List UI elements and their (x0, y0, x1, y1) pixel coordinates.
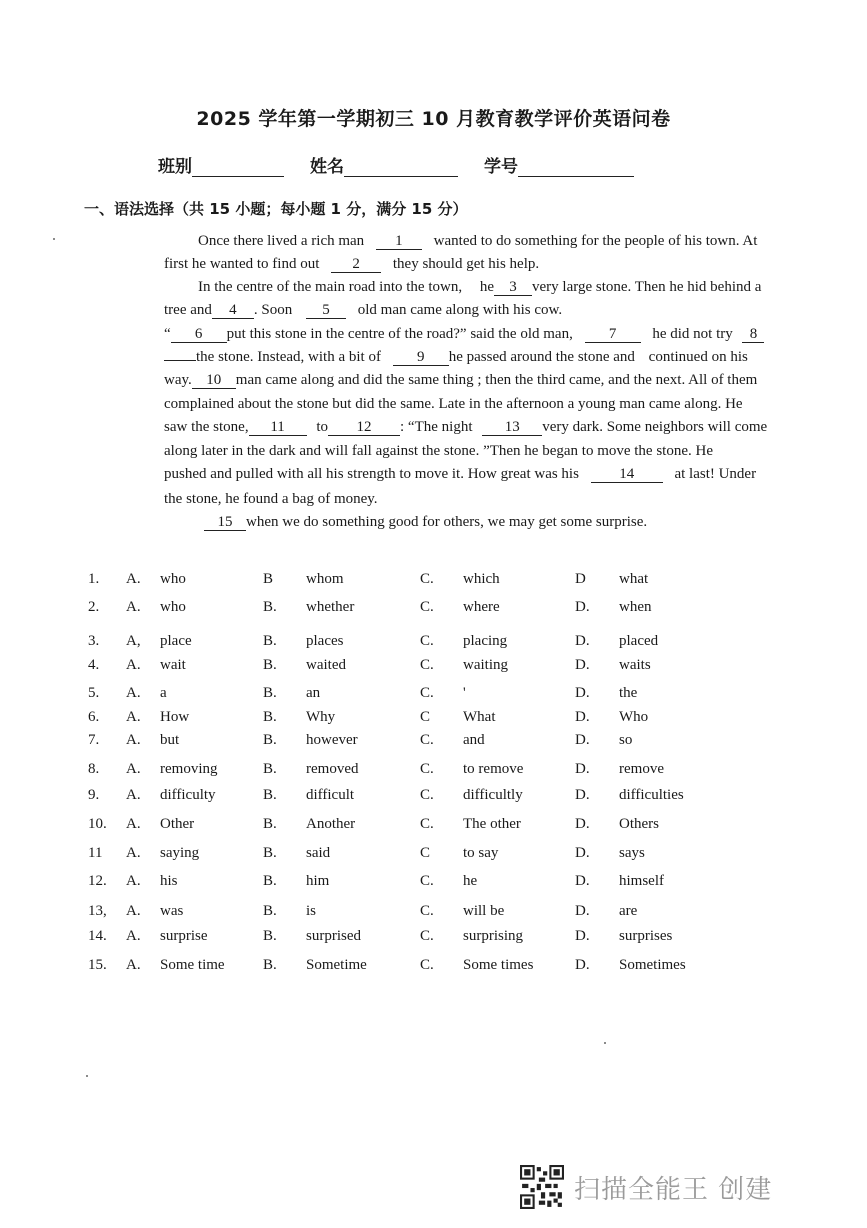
option-text: who (160, 599, 186, 615)
option-letter: C. (420, 599, 434, 615)
passage-line (164, 302, 562, 319)
name-label: 姓名 (310, 157, 344, 177)
option-text: surprised (306, 928, 361, 944)
scanner-watermark (520, 1164, 772, 1210)
passage-text: complained about the stone but did the same. Late in the afternoon a young man came along. He (164, 396, 743, 412)
question-number: 12. (88, 873, 107, 889)
class-field[interactable] (192, 158, 284, 177)
option-letter: B. (263, 928, 277, 944)
option-letter: D. (575, 845, 590, 861)
option-letter: C. (420, 903, 434, 919)
option-letter: D. (575, 957, 590, 973)
passage-text: : “The night (400, 419, 473, 435)
option-letter: D (575, 571, 586, 587)
answer-blank: 13 (482, 420, 542, 436)
option-text: Some time (160, 957, 225, 973)
option-letter: D. (575, 685, 590, 701)
passage-text: put this stone in the centre of the road?” said the old man, (226, 326, 573, 342)
option-letter: D. (575, 709, 590, 725)
option-text: him (306, 873, 330, 889)
scan-speck (604, 1042, 606, 1044)
option-letter: B. (263, 657, 277, 673)
section-heading: 一、语法选择（共 15 小题；每小题 1 分，满分 15 分） (84, 200, 468, 218)
passage-line (198, 233, 757, 250)
option-letter: A. (126, 816, 141, 832)
option-letter: D. (575, 633, 590, 649)
passage-line (164, 443, 713, 460)
answer-blank: 10 (192, 373, 236, 389)
option-letter: A, (126, 633, 141, 649)
option-letter: A. (126, 685, 141, 701)
passage-line (164, 419, 767, 436)
passage-text: . Soon (253, 302, 293, 318)
option-letter: B. (263, 685, 277, 701)
question-number: 3. (88, 633, 100, 649)
option-text: difficulty (160, 787, 216, 803)
class-label: 班别 (158, 157, 192, 177)
passage-text: at last! Under (674, 466, 757, 482)
option-text: Others (619, 816, 659, 832)
option-letter: A. (126, 787, 141, 803)
question-number: 8. (88, 761, 100, 777)
option-text: who (160, 571, 186, 587)
option-text: difficultly (463, 787, 523, 803)
option-letter: C. (420, 928, 434, 944)
option-text: removing (160, 761, 218, 777)
answer-blank: 7 (585, 327, 641, 343)
option-text: How (160, 709, 190, 725)
option-letter: D. (575, 599, 590, 615)
answer-blank: 8 (742, 327, 764, 343)
option-letter: B. (263, 761, 277, 777)
passage-line (164, 491, 378, 508)
passage-line (164, 349, 748, 366)
scan-speck (53, 238, 55, 240)
option-letter: C. (420, 787, 434, 803)
student-id-field[interactable] (518, 158, 634, 177)
option-text: he (463, 873, 478, 889)
option-text: where (463, 599, 500, 615)
option-text: which (463, 571, 500, 587)
passage-text: “ (164, 326, 171, 342)
option-text: will be (463, 903, 505, 919)
option-letter: D. (575, 816, 590, 832)
option-letter: B. (263, 709, 277, 725)
option-letter: C. (420, 816, 434, 832)
option-text: whether (306, 599, 355, 615)
name-field[interactable] (344, 158, 458, 177)
option-text: waited (306, 657, 346, 673)
option-text: placed (619, 633, 659, 649)
option-letter: A. (126, 903, 141, 919)
question-number: 13, (88, 903, 107, 919)
answer-blank: 9 (393, 350, 449, 366)
option-letter: A. (126, 599, 141, 615)
answer-blank-continued (164, 360, 196, 361)
answer-blank: 2 (331, 257, 381, 273)
question-number: 2. (88, 599, 100, 615)
answer-blank: 15 (204, 515, 246, 531)
question-number: 15. (88, 957, 107, 973)
option-letter: C. (420, 633, 434, 649)
option-text: what (619, 571, 649, 587)
passage-line (198, 279, 761, 296)
option-text: but (160, 732, 180, 748)
option-text: What (463, 709, 496, 725)
option-text: was (160, 903, 184, 919)
passage-text: he did not try (652, 326, 733, 342)
option-text: remove (619, 761, 664, 777)
option-letter: B. (263, 633, 277, 649)
watermark-text: 扫描全能王 创建 (574, 1174, 773, 1205)
option-text: waiting (463, 657, 508, 673)
passage-text: pushed and pulled with all his strength to move it. How great was his (164, 466, 579, 482)
option-letter: C. (420, 657, 434, 673)
passage-text: along later in the dark and will fall against the stone. ”Then he began to move the stone. He (164, 443, 713, 459)
option-letter: D. (575, 732, 590, 748)
option-text: so (619, 732, 633, 748)
passage-text: the stone, he found a bag of money. (164, 491, 378, 507)
option-text: Another (306, 816, 356, 832)
scan-speck (86, 1075, 88, 1077)
option-text: Some times (463, 957, 534, 973)
exam-title: 2025 学年第一学期初三 10 月教育教学评价英语问卷 (196, 108, 671, 130)
option-letter: D. (575, 873, 590, 889)
option-text: when (619, 599, 652, 615)
option-text: the (619, 685, 638, 701)
question-number: 6. (88, 709, 100, 725)
passage-text: the stone. Instead, with a bit of (196, 349, 381, 365)
passage-line (164, 466, 756, 483)
option-letter: D. (575, 787, 590, 803)
option-text: his (160, 873, 178, 889)
option-text: surprise (160, 928, 208, 944)
option-text: Who (619, 709, 649, 725)
option-letter: B. (263, 957, 277, 973)
option-text: difficult (306, 787, 355, 803)
option-letter: A. (126, 761, 141, 777)
passage-text: to (316, 419, 328, 435)
option-letter: C. (420, 732, 434, 748)
answer-blank: 4 (212, 303, 254, 319)
passage-text: man came along and did the same thing ; then the third came, and the next. All of them (235, 372, 758, 388)
passage-text: continued on his (648, 349, 748, 365)
option-text: to say (463, 845, 499, 861)
option-letter: C (420, 709, 431, 725)
passage-text: he passed around the stone and (448, 349, 635, 365)
passage-text: Once there lived a rich man (198, 233, 365, 249)
question-number: 4. (88, 657, 100, 673)
option-text: says (619, 845, 645, 861)
question-number: 7. (88, 732, 100, 748)
student-info-row (158, 152, 634, 177)
passage-line (164, 326, 764, 343)
passage-text: first he wanted to find out (164, 256, 320, 272)
option-text: surprising (463, 928, 523, 944)
option-text: Sometimes (619, 957, 686, 973)
option-letter: B. (263, 599, 277, 615)
option-text: and (463, 732, 485, 748)
option-letter: B. (263, 873, 277, 889)
option-text: difficulties (619, 787, 684, 803)
option-text: a (160, 685, 167, 701)
passage-text: way. (164, 372, 192, 388)
option-letter: D. (575, 928, 590, 944)
option-text: removed (306, 761, 359, 777)
passage-text: they should get his help. (392, 256, 540, 272)
option-letter: A. (126, 957, 141, 973)
question-number: 11 (88, 845, 103, 861)
option-text: to remove (463, 761, 524, 777)
option-letter: B. (263, 903, 277, 919)
passage-text: he (479, 279, 495, 295)
passage-text: tree and (164, 302, 212, 318)
passage-text: wanted to do something for the people of his town. At (433, 233, 758, 249)
option-letter: A. (126, 571, 141, 587)
passage-text: old man came along with his cow. (357, 302, 563, 318)
option-letter: C. (420, 685, 434, 701)
option-text: however (306, 732, 358, 748)
option-letter: C. (420, 571, 434, 587)
option-text: placing (463, 633, 508, 649)
question-number: 14. (88, 928, 107, 944)
option-letter: B. (263, 787, 277, 803)
passage-text: very large stone. Then he hid behind a (532, 279, 762, 295)
question-number: 9. (88, 787, 100, 803)
option-letter: D. (575, 657, 590, 673)
answer-blank: 12 (328, 420, 400, 436)
option-letter: C. (420, 873, 434, 889)
passage-text: when we do something good for others, we may get some surprise. (246, 514, 648, 530)
option-letter: B (263, 571, 274, 587)
answer-blank: 6 (171, 327, 227, 343)
question-number: 1. (88, 571, 100, 587)
passage-line (164, 372, 757, 389)
option-text: Other (160, 816, 195, 832)
option-text: saying (160, 845, 200, 861)
passage-text: very dark. Some neighbors will come (542, 419, 768, 435)
option-letter: B. (263, 845, 277, 861)
question-number: 10. (88, 816, 107, 832)
student-id-label: 学号 (484, 157, 518, 177)
option-letter: C. (420, 957, 434, 973)
option-text: said (306, 845, 331, 861)
option-text: himself (619, 873, 664, 889)
option-letter: A. (126, 928, 141, 944)
option-letter: B. (263, 816, 277, 832)
option-text: an (306, 685, 321, 701)
option-letter: D. (575, 903, 590, 919)
option-letter: A. (126, 709, 141, 725)
option-letter: D. (575, 761, 590, 777)
answer-blank: 1 (376, 234, 422, 250)
option-text: waits (619, 657, 651, 673)
answer-blank: 14 (591, 467, 663, 483)
option-letter: A. (126, 873, 141, 889)
passage-line (164, 396, 743, 413)
answer-blank: 11 (249, 420, 307, 436)
question-number: 5. (88, 685, 100, 701)
option-text: are (619, 903, 638, 919)
option-text: Why (306, 709, 336, 725)
option-letter: A. (126, 657, 141, 673)
option-text: wait (160, 657, 186, 673)
option-letter: C. (420, 761, 434, 777)
qr-code-icon (520, 1165, 564, 1209)
option-letter: A. (126, 845, 141, 861)
option-text: surprises (619, 928, 673, 944)
option-text: The other (463, 816, 521, 832)
option-text: places (306, 633, 344, 649)
option-letter: A. (126, 732, 141, 748)
passage-line (204, 514, 647, 531)
option-text: place (160, 633, 192, 649)
passage-line (164, 256, 539, 273)
option-text: whom (306, 571, 344, 587)
passage-text: saw the stone, (164, 419, 249, 435)
passage-text: In the centre of the main road into the town, (198, 279, 463, 295)
option-text: Sometime (306, 957, 367, 973)
answer-blank: 3 (494, 280, 532, 296)
option-letter: B. (263, 732, 277, 748)
option-text: ' (463, 685, 466, 701)
option-text: is (306, 903, 317, 919)
answer-blank: 5 (306, 303, 346, 319)
option-letter: C (420, 845, 431, 861)
